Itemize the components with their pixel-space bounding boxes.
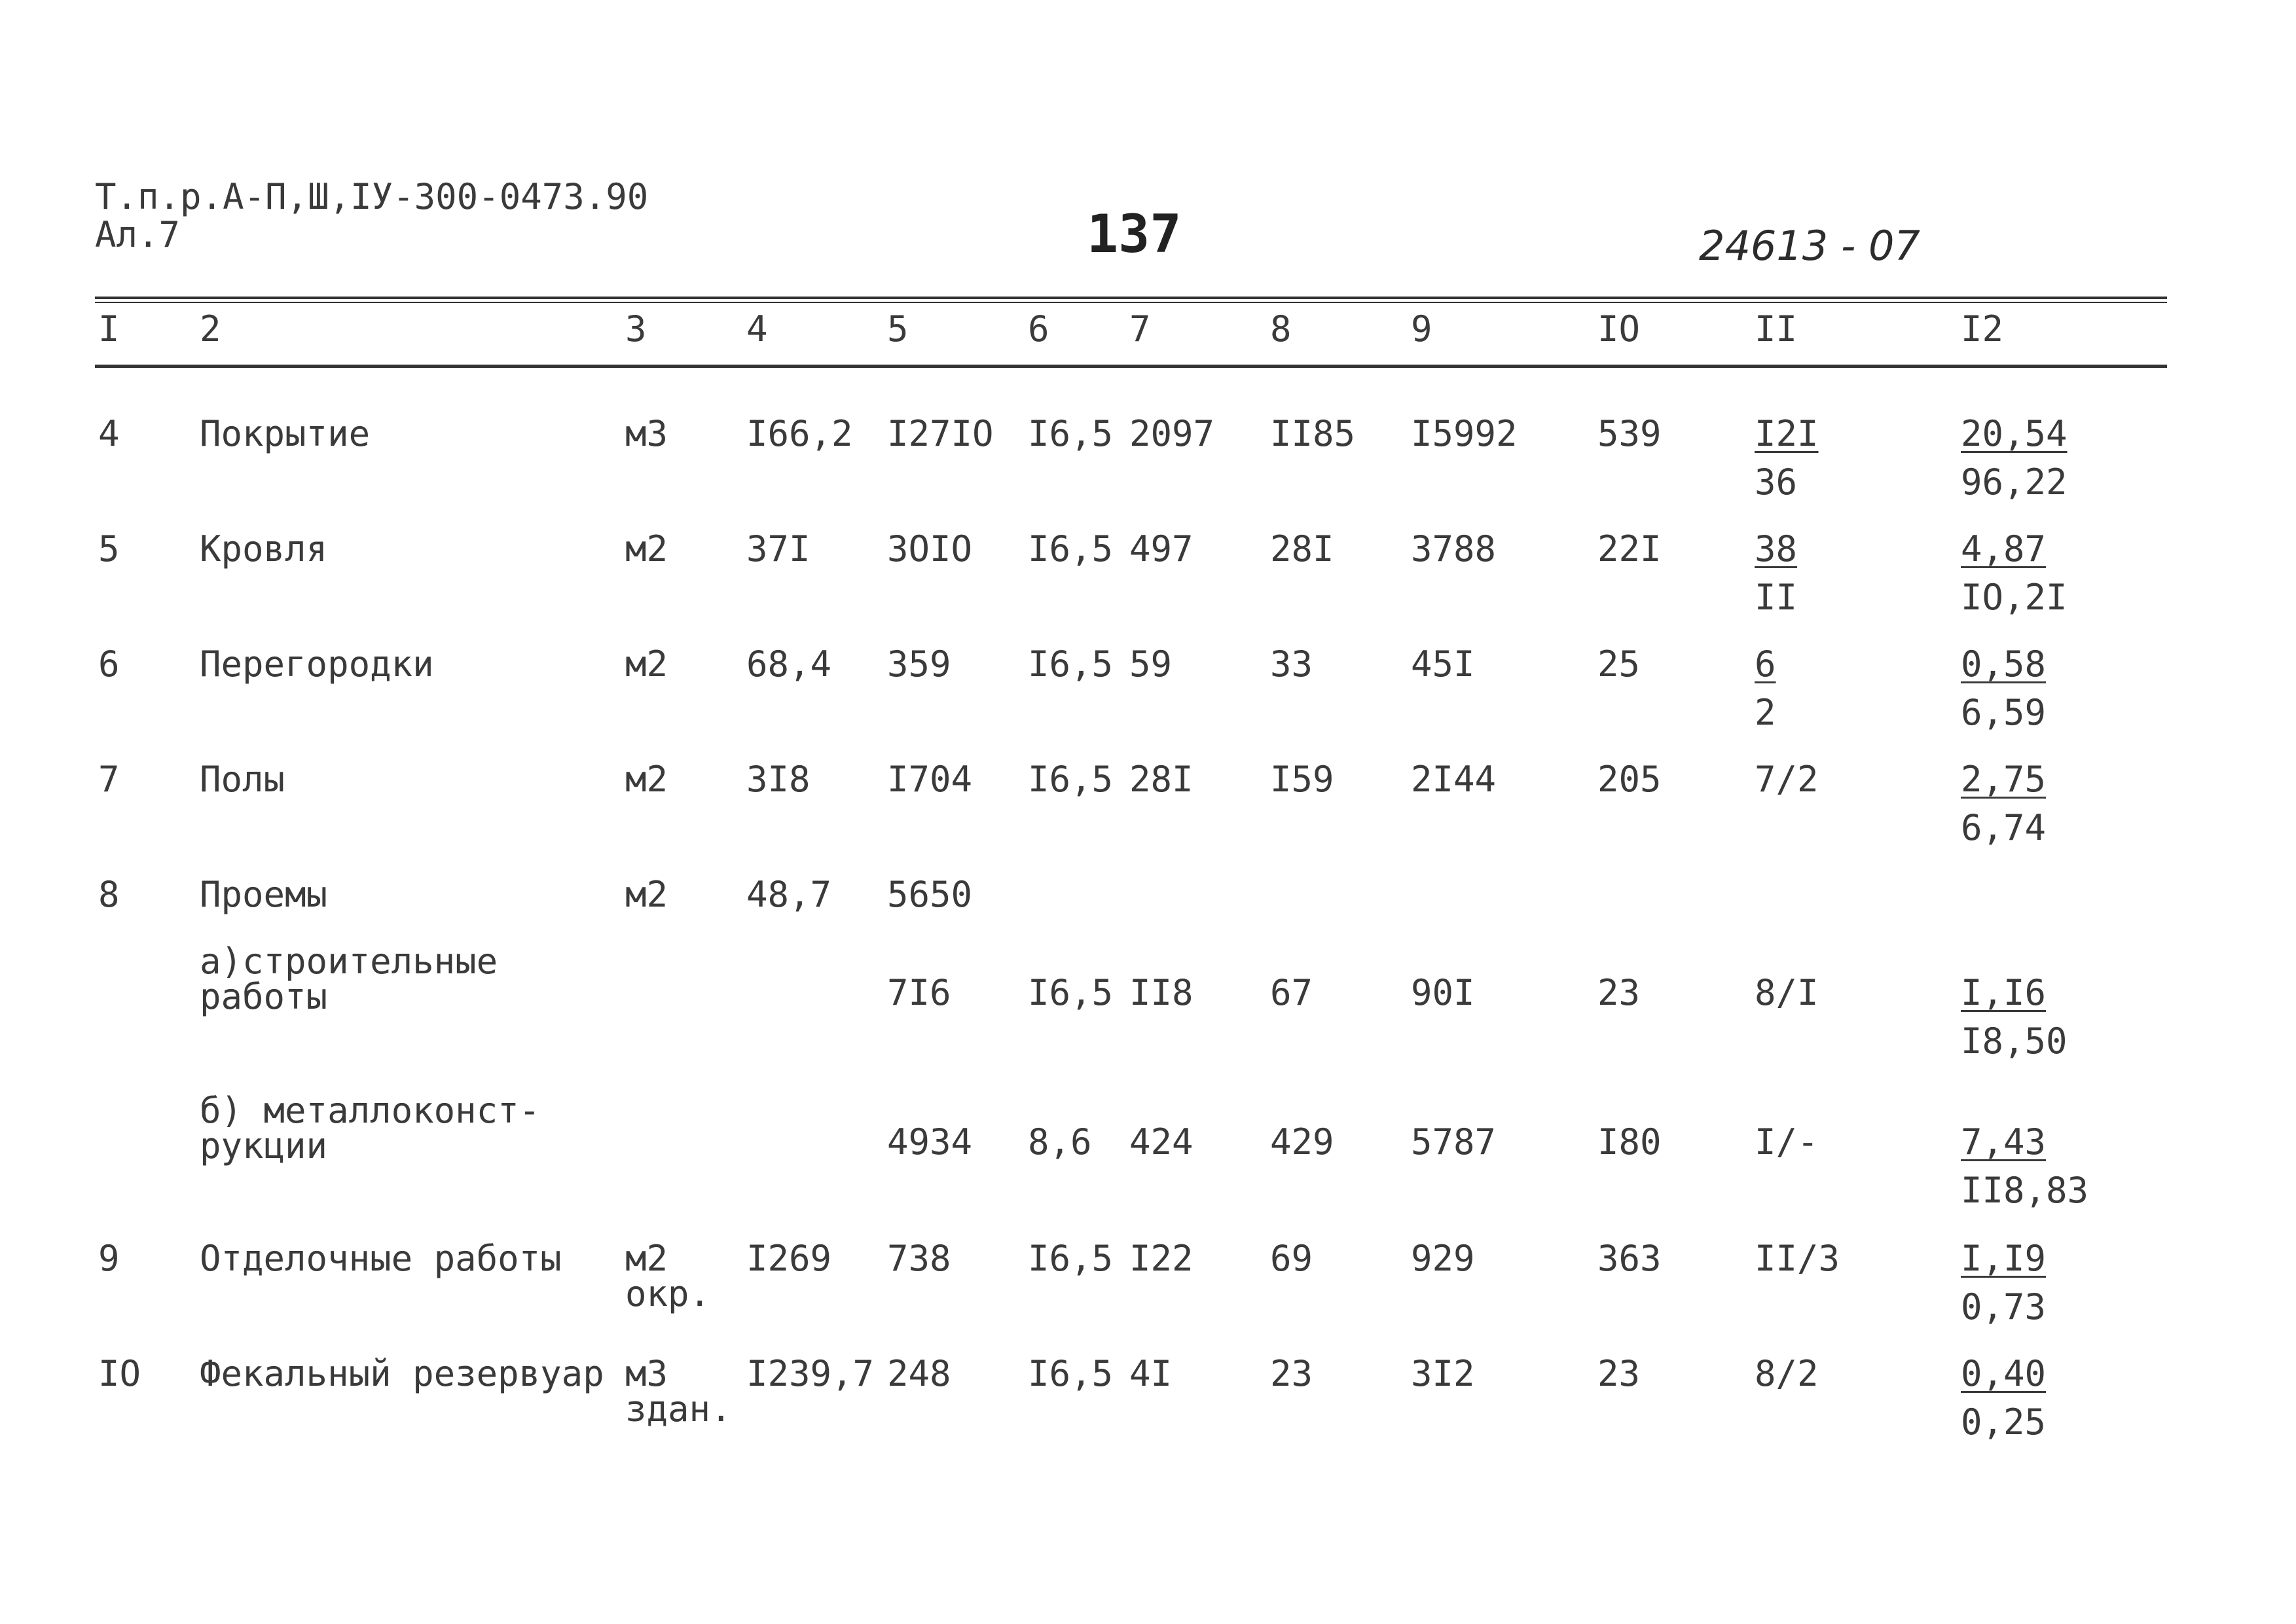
- cell-col12-top: 20,54: [1961, 413, 2068, 454]
- row-name-line1: а)строительные: [200, 941, 498, 982]
- cell-col5: I27IO: [887, 413, 994, 454]
- cell-col12-bottom: 0,73: [1961, 1286, 2047, 1327]
- cell-col12-top: I,I6: [1961, 972, 2047, 1013]
- row-name: Отделочные работы: [200, 1238, 562, 1279]
- row-name-line2: работы: [200, 976, 328, 1017]
- page-number: 137: [1087, 204, 1182, 264]
- cell-col9: 5787: [1411, 1121, 1497, 1163]
- cell-col12-bottom: 6,74: [1961, 807, 2047, 848]
- cell-col12-top: 0,40: [1961, 1353, 2047, 1394]
- cell-col12-top: 2,75: [1961, 759, 2047, 800]
- cell-col8: 33: [1270, 643, 1313, 685]
- cell-col7: 4I: [1129, 1353, 1173, 1394]
- cell-col8: 28I: [1270, 528, 1334, 569]
- row-unit-line1: м2: [625, 1238, 668, 1279]
- row-name: Перегородки: [200, 643, 434, 685]
- cell-col11: 7/2: [1755, 759, 1819, 800]
- row-name: [200, 941, 498, 1017]
- cell-col5: 248: [887, 1353, 951, 1394]
- cell-col6: I6,5: [1028, 972, 1114, 1013]
- cell-col12-top: I,I9: [1961, 1238, 2047, 1279]
- row-name-line2: рукции: [200, 1125, 328, 1166]
- cell-col5: 3OIO: [887, 528, 973, 569]
- cell-col12-bottom: 6,59: [1961, 692, 2047, 733]
- cell-col5: 738: [887, 1238, 951, 1279]
- cell-col5: 359: [887, 643, 951, 685]
- cell-col12-top: 7,43: [1961, 1121, 2047, 1163]
- row-number: IO: [98, 1353, 141, 1394]
- row-name-line1: б) металлоконст-: [200, 1090, 541, 1131]
- cell-col4: I239,7: [746, 1353, 875, 1394]
- col-header-5: 5: [887, 308, 909, 350]
- row-name: [200, 1090, 541, 1166]
- cell-col10: 25: [1597, 643, 1641, 685]
- cell-col11: 8/I: [1755, 972, 1819, 1013]
- row-unit: [625, 1353, 732, 1430]
- cell-col6: I6,5: [1028, 413, 1114, 454]
- col-header-12: I2: [1961, 308, 2004, 350]
- cell-col7: 424: [1129, 1121, 1194, 1163]
- cell-col7: 497: [1129, 528, 1194, 569]
- cell-col4: 48,7: [746, 874, 832, 915]
- row-number: 7: [98, 759, 120, 800]
- document-code-line2: Ал.7: [95, 214, 181, 255]
- cell-col7: 59: [1129, 643, 1173, 685]
- cell-col9: 3788: [1411, 528, 1497, 569]
- cell-col8: 69: [1270, 1238, 1313, 1279]
- row-number: 9: [98, 1238, 120, 1279]
- col-header-1: I: [98, 308, 120, 350]
- col-header-3: 3: [625, 308, 647, 350]
- row-unit: м3: [625, 413, 668, 454]
- cell-col8: 67: [1270, 972, 1313, 1013]
- archive-number: 24613 - 07: [1699, 222, 1920, 270]
- col-header-8: 8: [1270, 308, 1292, 350]
- cell-col11-bottom: II: [1755, 577, 1798, 618]
- col-header-10: IO: [1597, 308, 1641, 350]
- cell-col7: 2097: [1129, 413, 1215, 454]
- cell-col12-bottom: 96,22: [1961, 461, 2068, 503]
- cell-col10: 22I: [1597, 528, 1662, 569]
- col-header-4: 4: [746, 308, 768, 350]
- cell-col12-bottom: IO,2I: [1961, 577, 2068, 618]
- row-unit: [625, 1238, 711, 1314]
- cell-col7: II8: [1129, 972, 1194, 1013]
- row-unit: м2: [625, 874, 668, 915]
- cell-col6: 8,6: [1028, 1121, 1092, 1163]
- cell-col11: I/-: [1755, 1121, 1819, 1163]
- cell-col4: I66,2: [746, 413, 853, 454]
- cell-col12-bottom: I8,50: [1961, 1020, 2068, 1062]
- table-top-rule: [95, 297, 2167, 299]
- table-top-rule-inner: [95, 302, 2167, 303]
- document-code-line1: Т.п.р.А-П,Ш,IУ-300-0473.90: [95, 176, 649, 217]
- cell-col7: 28I: [1129, 759, 1194, 800]
- table-header-rule: [95, 365, 2167, 368]
- cell-col8: 429: [1270, 1121, 1334, 1163]
- row-name: Покрытие: [200, 413, 371, 454]
- cell-col6: I6,5: [1028, 643, 1114, 685]
- col-header-9: 9: [1411, 308, 1432, 350]
- row-unit: м2: [625, 528, 668, 569]
- cell-col11-bottom: 2: [1755, 692, 1776, 733]
- cell-col6: I6,5: [1028, 759, 1114, 800]
- col-header-6: 6: [1028, 308, 1049, 350]
- cell-col10: 23: [1597, 1353, 1641, 1394]
- row-number: 8: [98, 874, 120, 915]
- cell-col12-bottom: II8,83: [1961, 1170, 2089, 1211]
- row-unit-line2: окр.: [625, 1273, 711, 1314]
- cell-col8: 23: [1270, 1353, 1313, 1394]
- cell-col11-top: 38: [1755, 528, 1798, 569]
- cell-col9: 45I: [1411, 643, 1475, 685]
- row-unit-line1: м3: [625, 1353, 668, 1394]
- col-header-2: 2: [200, 308, 221, 350]
- cell-col5: 5650: [887, 874, 973, 915]
- cell-col4: 3I8: [746, 759, 811, 800]
- cell-col11: 8/2: [1755, 1353, 1819, 1394]
- cell-col11-bottom: 36: [1755, 461, 1798, 503]
- cell-col9: 929: [1411, 1238, 1475, 1279]
- cell-col9: 90I: [1411, 972, 1475, 1013]
- row-name: Проемы: [200, 874, 328, 915]
- cell-col9: 2I44: [1411, 759, 1497, 800]
- row-name: Фекальный резервуар: [200, 1353, 604, 1394]
- col-header-11: II: [1755, 308, 1798, 350]
- col-header-7: 7: [1129, 308, 1151, 350]
- row-unit: м2: [625, 643, 668, 685]
- cell-col8: II85: [1270, 413, 1356, 454]
- cell-col10: 539: [1597, 413, 1662, 454]
- row-name: Полы: [200, 759, 285, 800]
- cell-col4: 68,4: [746, 643, 832, 685]
- cell-col8: I59: [1270, 759, 1334, 800]
- document-code: [95, 178, 648, 254]
- cell-col10: 23: [1597, 972, 1641, 1013]
- cell-col11-top: I2I: [1755, 413, 1819, 454]
- cell-col12-top: 4,87: [1961, 528, 2047, 569]
- cell-col9: 3I2: [1411, 1353, 1475, 1394]
- cell-col9: I5992: [1411, 413, 1518, 454]
- cell-col6: I6,5: [1028, 1238, 1114, 1279]
- cell-col5: 4934: [887, 1121, 973, 1163]
- cell-col12-bottom: 0,25: [1961, 1401, 2047, 1443]
- cell-col6: I6,5: [1028, 1353, 1114, 1394]
- cell-col11: II/3: [1755, 1238, 1840, 1279]
- cell-col5: I704: [887, 759, 973, 800]
- row-number: 4: [98, 413, 120, 454]
- cell-col4: I269: [746, 1238, 832, 1279]
- cell-col10: 363: [1597, 1238, 1662, 1279]
- cell-col6: I6,5: [1028, 528, 1114, 569]
- row-unit: м2: [625, 759, 668, 800]
- cell-col5: 7I6: [887, 972, 951, 1013]
- row-name: Кровля: [200, 528, 328, 569]
- cell-col10: I80: [1597, 1121, 1662, 1163]
- row-number: 5: [98, 528, 120, 569]
- row-number: 6: [98, 643, 120, 685]
- cell-col12-top: 0,58: [1961, 643, 2047, 685]
- cell-col10: 205: [1597, 759, 1662, 800]
- row-unit-line2: здан.: [625, 1388, 732, 1430]
- cell-col7: I22: [1129, 1238, 1194, 1279]
- cell-col4: 37I: [746, 528, 811, 569]
- cell-col11-top: 6: [1755, 643, 1776, 685]
